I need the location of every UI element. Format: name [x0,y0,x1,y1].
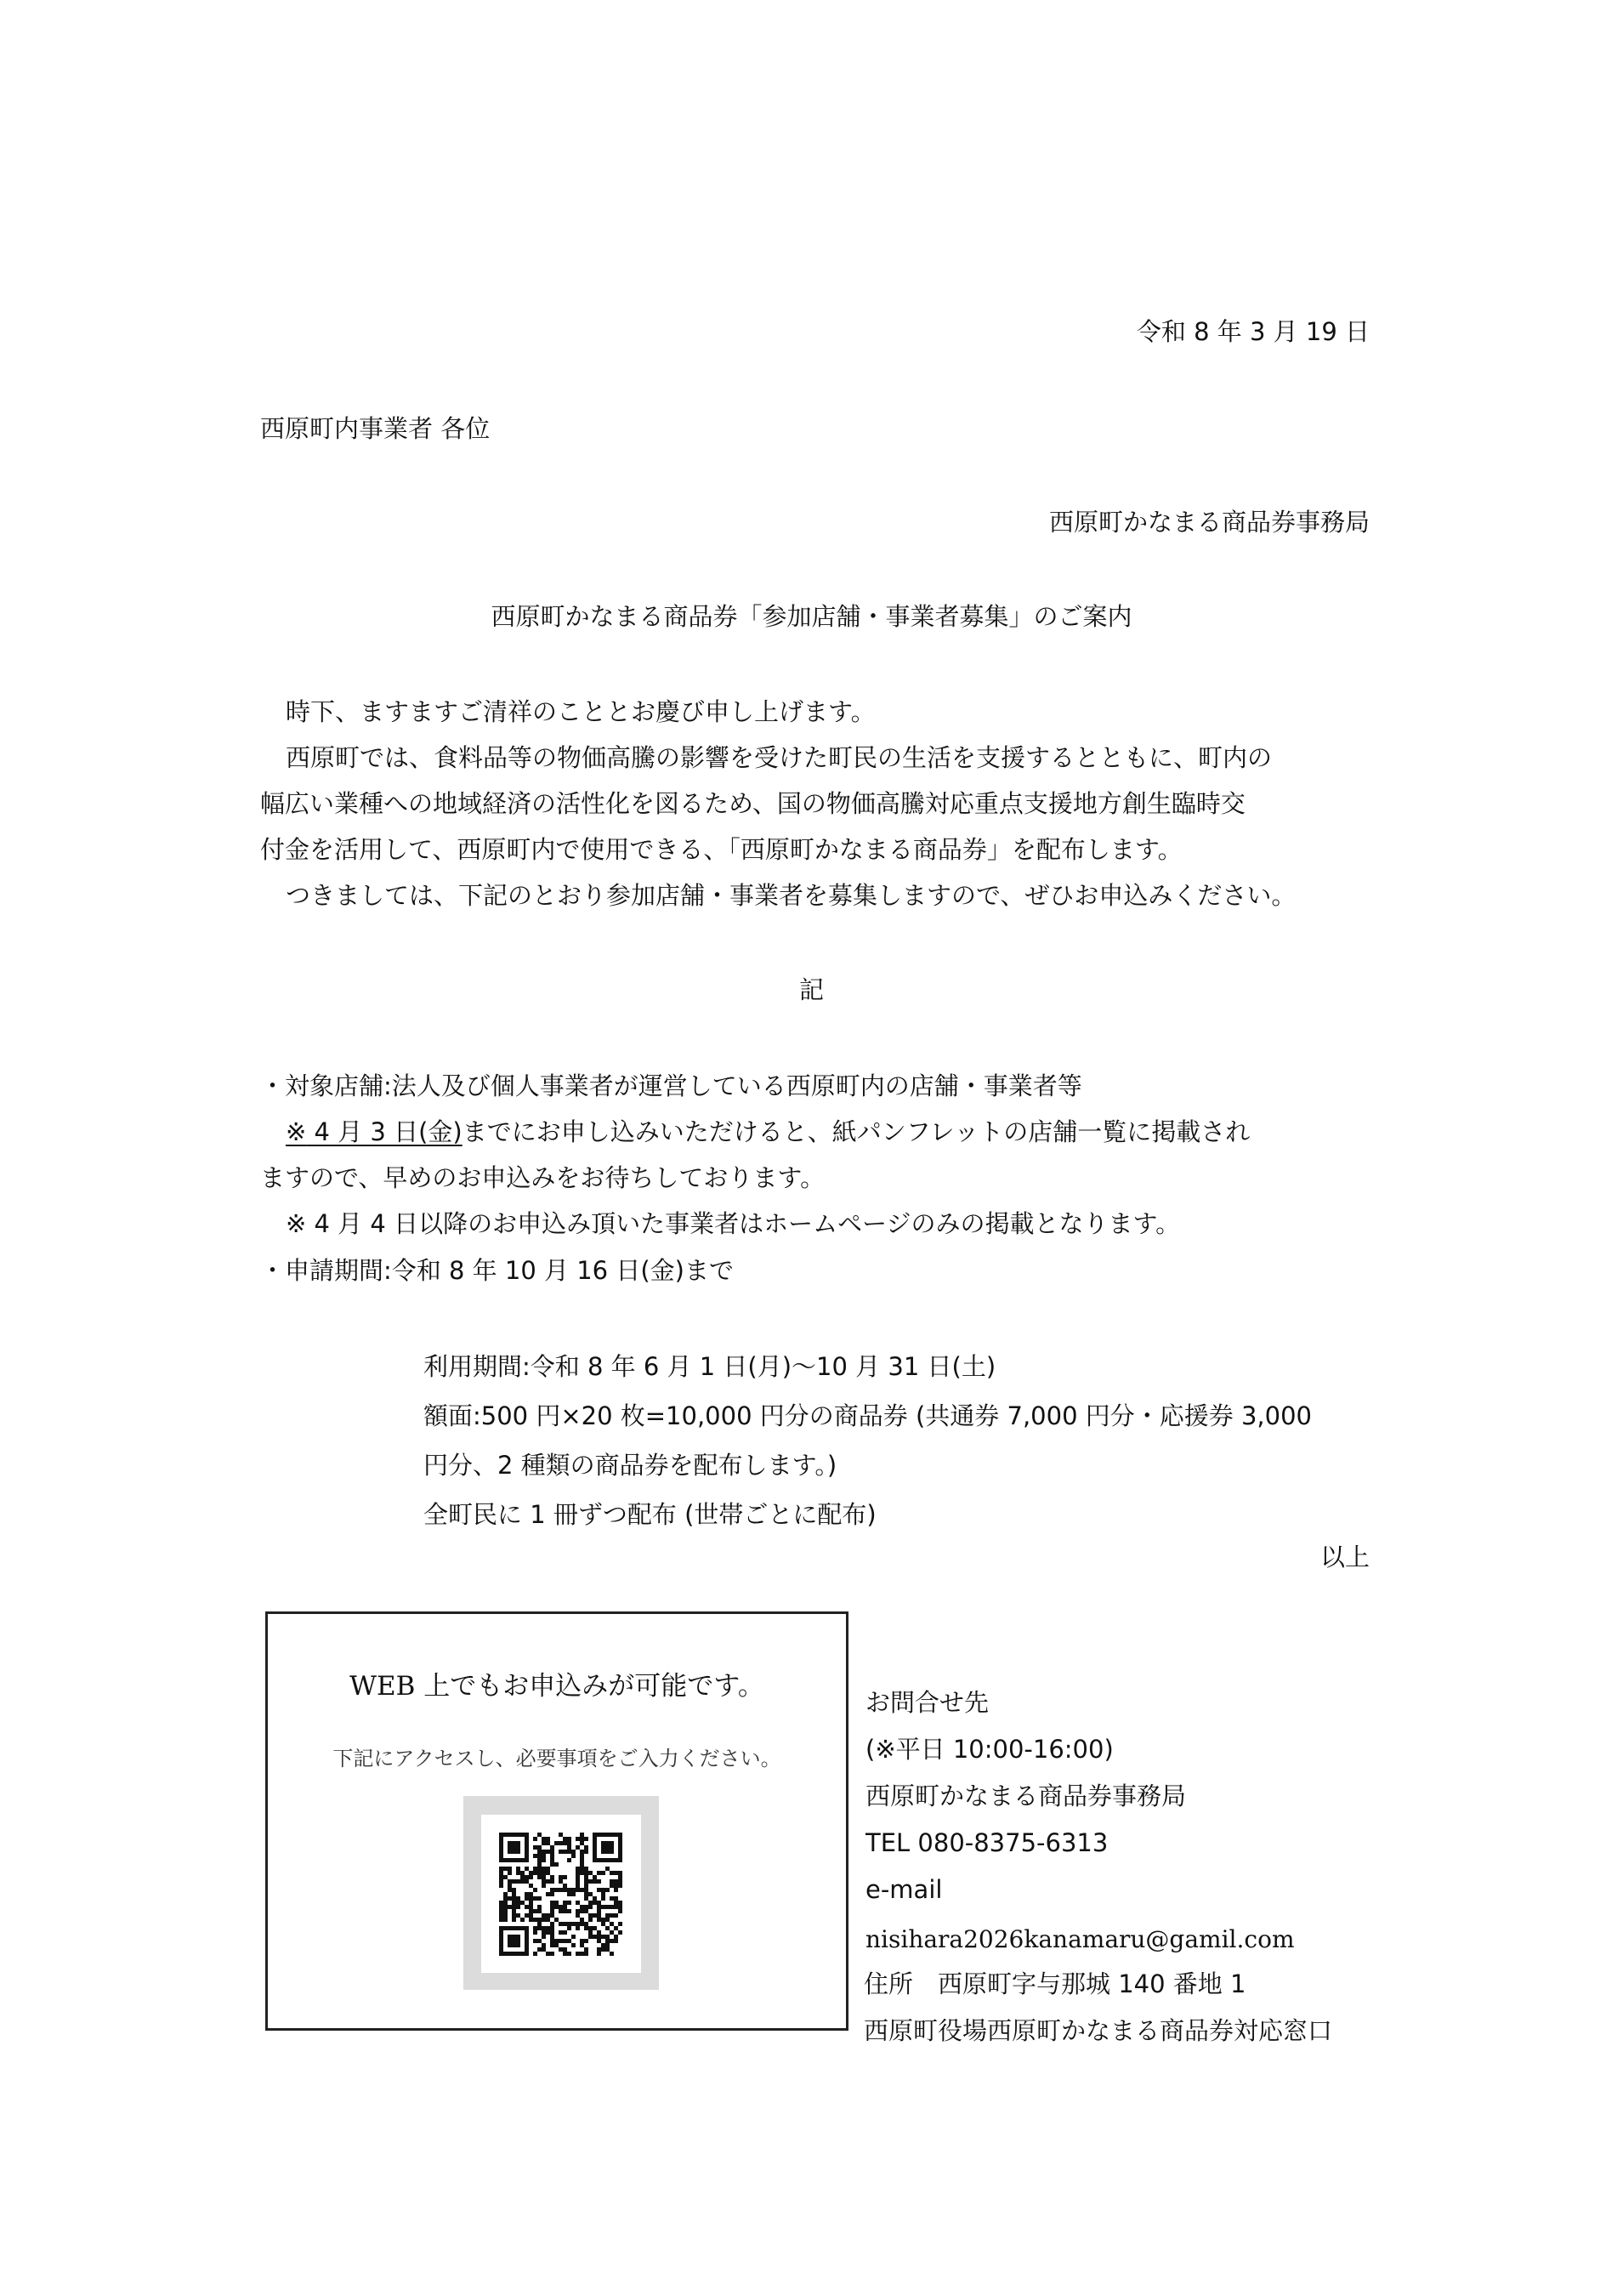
web-heading: WEB 上でもお申込みが可能です。 [349,1671,764,1702]
application-period: ・申請期間:令和 8 年 10 月 16 日(金)まで [260,1256,734,1285]
face-value-cont: 円分、2 種類の商品券を配布します。) [423,1451,837,1480]
greeting: 時下、ますますご清祥のこととお慶び申し上げます。 [286,697,876,726]
note-text: までにお申し込みいただけると、紙パンフレットの店舗一覧に掲載され [462,1117,1251,1146]
ki-heading: 記 [798,975,824,1004]
web-instruction: 下記にアクセスし、必要事項をご入力ください。 [332,1747,781,1770]
distribution: 全町民に 1 冊ずつ配布 (世帯ごとに配布) [423,1500,877,1529]
page-title: 西原町かなまる商品券「参加店舗・事業者募集」のご案内 [491,602,1132,631]
recipient: 西原町内事業者 各位 [260,414,491,443]
contact-hours: (※平日 10:00-16:00) [865,1735,1114,1764]
body-line: 幅広い業種への地域経済の活性化を図るため、国の物価高騰対応重点支援地方創生臨時交 [260,789,1246,818]
contact-email[interactable]: nisihara2026kanamaru@gamil.com [865,1925,1295,1953]
note-web-only: ※ 4 月 4 日以降のお申込み頂いた事業者はホームページのみの掲載となります。 [286,1209,1181,1238]
target-stores: ・対象店舗:法人及び個人事業者が運営している西原町内の店舗・事業者等 [260,1071,1082,1100]
qr-frame [463,1796,659,1990]
qr-code-icon[interactable] [481,1815,641,1973]
body-line: 西原町では、食料品等の物価高騰の影響を受けた町民の生活を支援するとともに、町内の [286,743,1273,772]
contact-tel: TEL 080-8375-6313 [865,1828,1109,1857]
contact-label: お問合せ先 [865,1688,990,1717]
face-value: 額面:500 円×20 枚=10,000 円分の商品券 (共通券 7,000 円分・応援券 3,000 [423,1401,1312,1430]
closing: 以上 [1319,1543,1370,1571]
body-line: つきましては、下記のとおり参加店舗・事業者を募集しますので、ぜひお申込みください。 [286,881,1297,910]
qr-code-graphic [481,1815,641,1973]
note-mark: ※ [286,1117,307,1146]
date: 令和 8 年 3 月 19 日 [1136,317,1370,346]
contact-email-label: e-mail [865,1875,943,1904]
contact-address: 住所 西原町字与那城 140 番地 1 [864,1969,1246,1998]
usage-period: 利用期間:令和 8 年 6 月 1 日(月)～10 月 31 日(土) [423,1352,996,1381]
contact-window: 西原町役場西原町かなまる商品券対応窓口 [864,2016,1333,2045]
sender: 西原町かなまる商品券事務局 [1048,508,1370,537]
body-line: 付金を活用して、西原町内で使用できる、「西原町かなまる商品券」を配布します。 [260,835,1183,864]
note-line: ますので、早めのお申込みをお待ちしております。 [260,1163,826,1192]
note-deadline [286,1117,1251,1146]
contact-office: 西原町かなまる商品券事務局 [865,1782,1187,1810]
deadline-date: 4 月 3 日(金) [314,1117,462,1146]
